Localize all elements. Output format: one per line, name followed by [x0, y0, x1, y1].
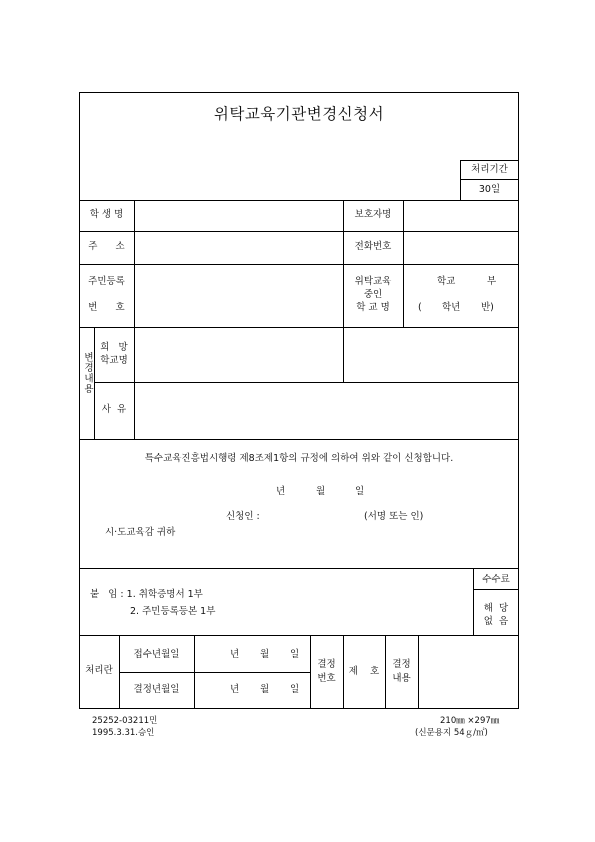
paper-size: 210㎜ ×297㎜ [440, 716, 500, 726]
decision-no-label-1: 결정 [317, 659, 336, 670]
proc-col-6 [418, 635, 419, 709]
guardian-name-field[interactable] [405, 202, 516, 229]
border-top [79, 92, 519, 93]
attachment-item-2: 2. 주민등록등본 1부 [130, 606, 216, 617]
school-unit-2: 부 [487, 276, 497, 287]
received-date-label: 접수년월일 [133, 649, 180, 660]
school-unit-1: 학교 [437, 276, 456, 287]
row-line-4 [79, 327, 519, 328]
decl-day: 일 [355, 486, 365, 497]
fee-line [473, 589, 519, 590]
row-line-3 [79, 264, 519, 265]
row-line-8 [79, 635, 519, 636]
recipient-label: 시·도교육감 귀하 [105, 527, 176, 538]
sign-label: (서명 또는 인) [364, 511, 424, 522]
decision-content-field[interactable] [420, 637, 516, 707]
row-line-2 [79, 231, 519, 232]
current-school-label-1: 위탁교육 [354, 276, 392, 287]
attachment-item-1: 붙 임 : 1. 취학증명서 1부 [90, 589, 203, 600]
declaration-statement: 특수교육진흥법시행령 제8조제1항의 규정에 의하여 위와 같이 신청합니다. [144, 453, 454, 464]
resident-reg-label-2: 번 호 [88, 302, 125, 313]
current-school-label-2: 중인 [363, 289, 383, 300]
phone-label: 전화번호 [354, 241, 392, 252]
processing-label: 처리기간 [471, 164, 508, 175]
received-month: 월 [260, 649, 270, 660]
decision-content-label-1: 결정 [392, 659, 411, 670]
row-line-5 [94, 382, 519, 383]
proc-box-top [460, 160, 519, 161]
form-number: 25252-03211민 [92, 716, 158, 726]
col-line-right [403, 200, 404, 327]
row-line-1 [79, 200, 519, 201]
applicant-label: 신청인 : [226, 511, 260, 522]
processing-days: 30일 [478, 184, 501, 195]
received-year: 년 [230, 649, 240, 660]
address-label: 주 소 [88, 241, 125, 252]
fee-label: 수수료 [482, 574, 510, 585]
guardian-name-label: 보호자명 [354, 209, 392, 220]
decision-month: 월 [260, 684, 270, 695]
approval-date: 1995.3.31.승인 [92, 728, 155, 738]
row-line-6 [79, 439, 519, 440]
decision-day: 일 [290, 684, 300, 695]
proc-col-3 [310, 635, 311, 709]
desired-school-extra-field[interactable] [345, 329, 516, 380]
decision-date-label: 결정년월일 [133, 684, 180, 695]
proc-mid-line [119, 672, 310, 673]
reason-field[interactable] [136, 384, 516, 437]
col-line-label [134, 200, 135, 439]
resident-reg-field[interactable] [136, 266, 341, 325]
school-unit-4: 학년 [442, 302, 461, 313]
applicant-field[interactable] [272, 509, 358, 523]
student-name-field[interactable] [136, 202, 341, 229]
desired-school-label-2: 학교명 [100, 355, 128, 366]
phone-field[interactable] [405, 233, 516, 262]
reason-label: 사 유 [101, 404, 127, 415]
address-field[interactable] [136, 233, 341, 262]
col-line-mid-2 [343, 327, 344, 382]
student-name-label: 학 생 명 [89, 209, 124, 220]
processing-section-label: 처리란 [85, 665, 113, 676]
decision-content-label-2: 내용 [392, 673, 411, 684]
desired-school-label-1: 희 망 [100, 342, 128, 353]
fee-value-1: 해 당 [483, 603, 509, 614]
paper-type: (신문용지 54ｇ/㎡) [415, 728, 488, 738]
fee-value-2: 없 음 [483, 616, 509, 627]
change-section-label: 변경내용 [82, 352, 93, 394]
decl-year: 년 [276, 486, 286, 497]
decision-no-label-2: 번호 [317, 673, 336, 684]
no-label: 제 호 [348, 666, 380, 677]
decl-month: 월 [316, 486, 326, 497]
row-line-7 [79, 568, 519, 569]
proc-box-mid [460, 179, 519, 180]
desired-school-field[interactable] [136, 329, 341, 380]
border-left [79, 92, 80, 709]
school-unit-3: ( [418, 302, 422, 313]
form-title: 위탁교육기관변경신청서 [213, 105, 385, 123]
received-day: 일 [290, 649, 300, 660]
resident-reg-label-1: 주민등록 [88, 276, 125, 287]
school-unit-5: 반) [481, 302, 494, 313]
proc-col-5 [385, 635, 386, 709]
border-bottom [79, 708, 519, 709]
decision-year: 년 [230, 684, 240, 695]
current-school-label-3: 학 교 명 [356, 302, 390, 313]
